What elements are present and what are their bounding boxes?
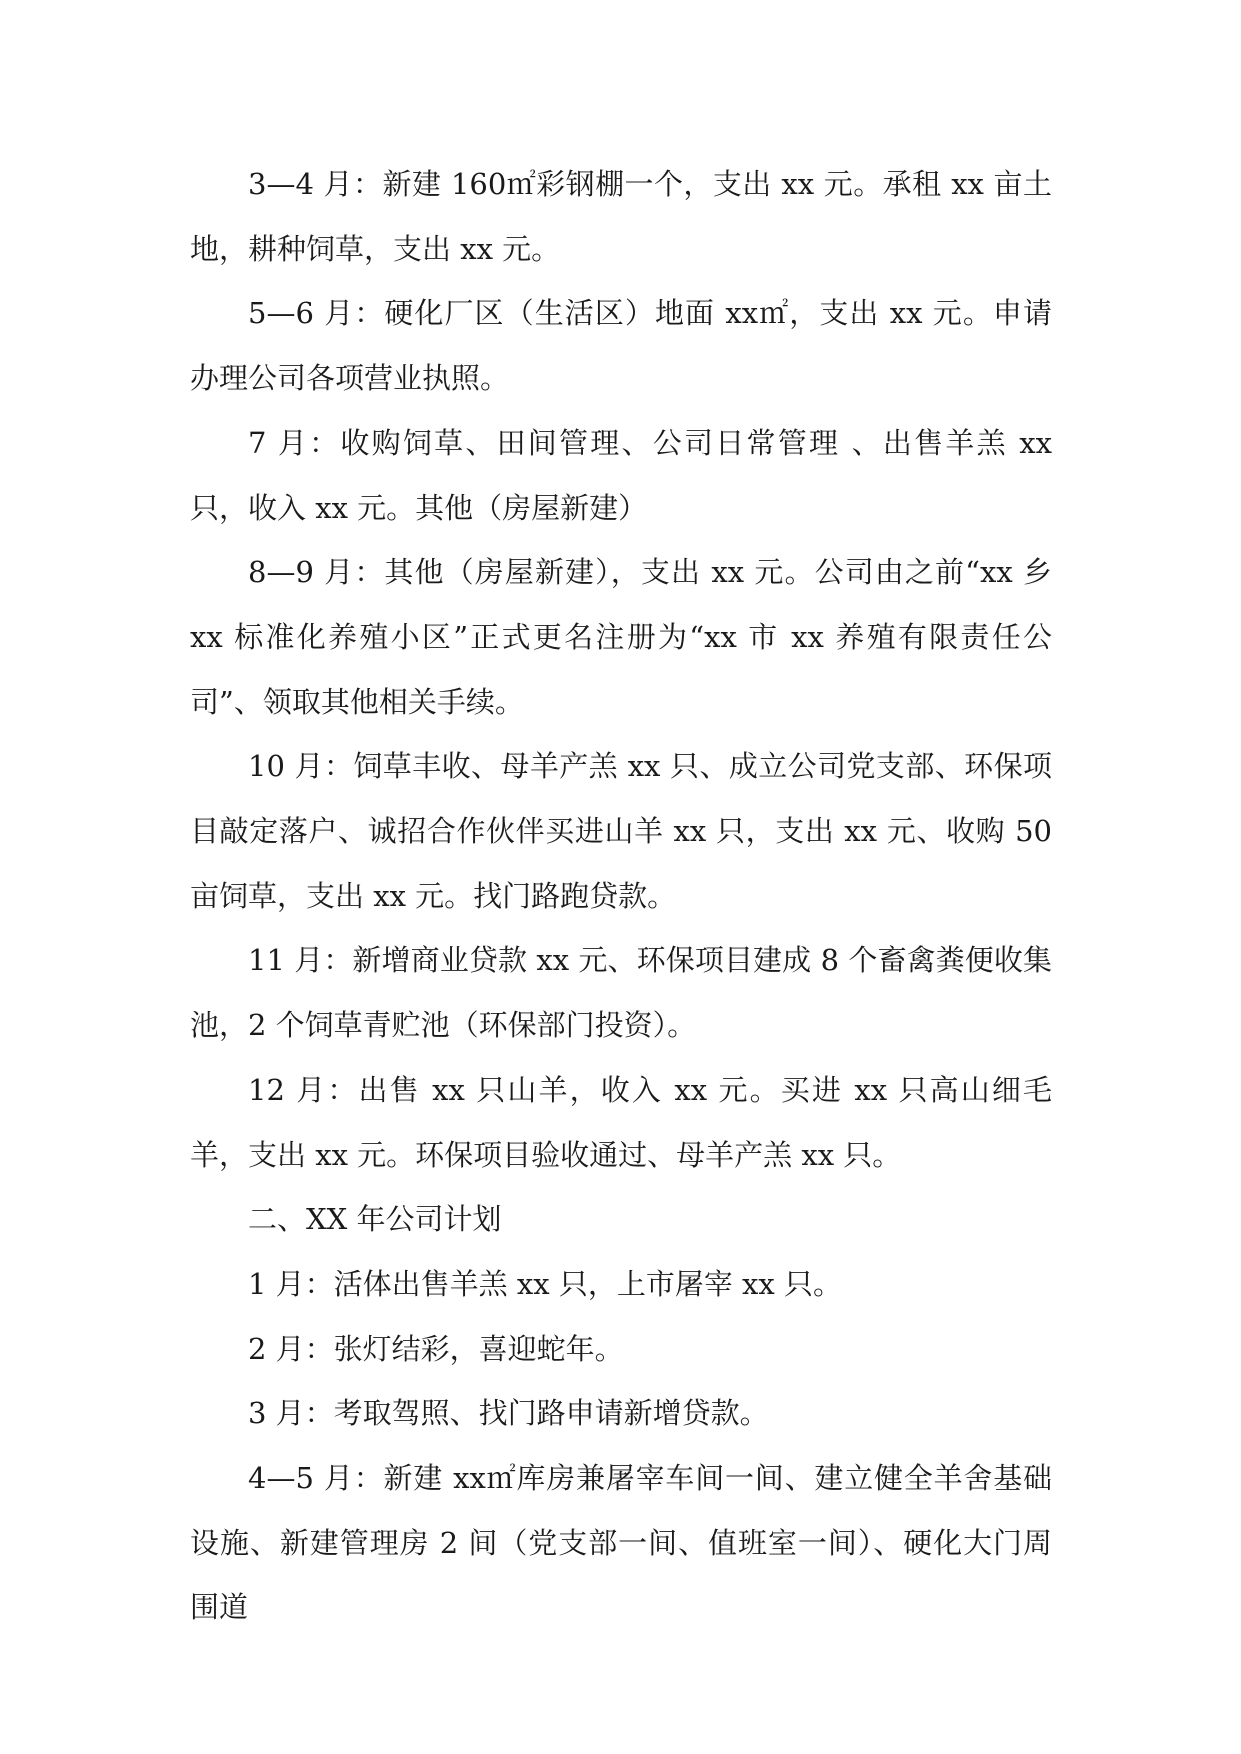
section-heading-plan: 二、XX 年公司计划 [248, 1202, 502, 1237]
paragraph-plan-feb: 2 月：张灯结彩，喜迎蛇年。 [248, 1331, 624, 1366]
paragraph-plan-mar: 3 月：考取驾照、找门路申请新增贷款。 [248, 1396, 769, 1431]
paragraph-oct: 10 月：饲草丰收、母羊产羔 xx 只、成立公司党支部、环保项目敲定落户、诚招合作伙伴买进山羊 xx 只，支出 xx 元、收购 50 亩饲草，支出 xx 元。找门路跑贷款。 [190, 749, 1052, 913]
paragraph-aug-sep: 8—9 月：其他（房屋新建），支出 xx 元。公司由之前“xx 乡 xx 标准化养殖小区”正式更名注册为“xx 市 xx 养殖有限责任公司”、领取其他相关手续。 [190, 555, 1052, 719]
paragraph-plan-jan: 1 月：活体出售羊羔 xx 只，上市屠宰 xx 只。 [248, 1266, 842, 1301]
paragraph-mar-apr: 3—4 月：新建 160㎡彩钢棚一个，支出 xx 元。承租 xx 亩土地，耕种饲草，支出 xx 元。 [190, 167, 1052, 266]
document-body [190, 152, 1052, 1640]
paragraph-may-jun: 5—6 月：硬化厂区（生活区）地面 xx㎡，支出 xx 元。申请办理公司各项营业执照。 [190, 296, 1052, 396]
paragraph-plan-apr-may: 4—5 月：新建 xx㎡库房兼屠宰车间一间、建立健全羊舍基础设施、新建管理房 2 间（党支部一间、值班室一间）、硬化大门周围道 [190, 1461, 1052, 1625]
paragraph-nov: 11 月：新增商业贷款 xx 元、环保项目建成 8 个畜禽粪便收集池，2 个饲草青贮池（环保部门投资）。 [190, 943, 1052, 1043]
paragraph-jul: 7 月：收购饲草、田间管理、公司日常管理 、出售羊羔 xx 只，收入 xx 元。其他（房屋新建） [190, 425, 1052, 525]
paragraph-dec: 12 月：出售 xx 只山羊，收入 xx 元。买进 xx 只高山细毛羊，支出 xx 元。环保项目验收通过、母羊产羔 xx 只。 [190, 1072, 1052, 1172]
